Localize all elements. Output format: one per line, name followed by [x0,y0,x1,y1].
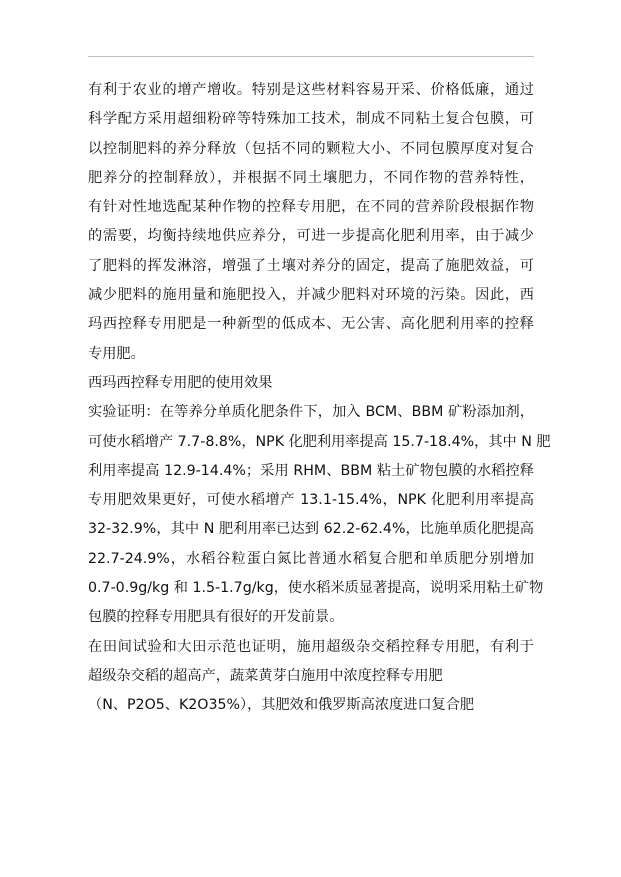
text-line: 有利于农业的增产增收。特别是这些材料容易开采、价格低廉，通过 [88,82,534,98]
text-line: 可使水稻增产 7.7-8.8%，NPK 化肥利用率提高 15.7-18.4%，其中 N 肥 [88,433,551,450]
text-line: 肥养分的控制释放），并根据不同土壤肥力，不同作物的营养特性， [88,169,534,186]
text-line: 实验证明：在等养分单质化肥条件下，加入 BCM、BBM 矿粉添加剂， [88,404,534,421]
text-line: 以控制肥料的养分释放（包括不同的颗粒大小、不同包膜厚度对复合 [88,140,534,157]
text-line: （N、P2O5、K2O35%），其肥效和俄罗斯高浓度进口复合肥 [88,697,475,714]
text-line: 了肥料的挥发淋溶，增强了土壤对养分的固定，提高了施肥效益，可 [88,257,534,274]
text-line: 专用肥效果更好，可使水稻增产 13.1-15.4%，NPK 化肥利用率提高 [88,492,534,509]
text-line: 有针对性地选配某种作物的控释专用肥，在不同的营养阶段根据作物 [88,199,534,216]
text-line: 专用肥。 [88,345,145,362]
paragraph-3 [88,398,551,632]
document-body [88,76,551,721]
text-line: 超级杂交稻的超高产，蔬菜黄芽白施用中浓度控释专用肥 [88,667,443,684]
text-line: 的需要，均衡持续地供应养分，可进一步提高化肥利用率，由于减少 [88,228,534,245]
section-heading [88,369,534,398]
header-rule [88,56,534,57]
text-line: 减少肥料的施用量和施肥投入，并减少肥料对环境的污染。因此，西 [88,287,534,304]
text-line: 利用率提高 12.9-14.4%；采用 RHM、BBM 粘土矿物包膜的水稻控释 [88,462,534,479]
heading-line: 西玛西控释专用肥的使用效果 [88,374,273,391]
text-line: 0.7-0.9g/kg 和 1.5-1.7g/kg，使水稻米质显著提高，说明采用粘土矿物 [88,580,544,597]
paragraph-1 [88,76,534,369]
text-line: 在田间试验和大田示范也证明，施用超级杂交稻控释专用肥，有利于 [88,638,534,655]
paragraph-4 [88,633,534,721]
text-line: 科学配方采用超细粉碎等特殊加工技术，制成不同粘土复合包膜，可 [88,111,534,128]
text-line: 32-32.9%，其中 N 肥利用率已达到 62.2-62.4%，比施单质化肥提高 [88,521,534,538]
text-line: 22.7-24.9%，水稻谷粒蛋白氮比普通水稻复合肥和单质肥分别增加 [88,550,534,567]
text-line: 玛西控释专用肥是一种新型的低成本、无公害、高化肥利用率的控释 [88,316,534,333]
text-line: 包膜的控释专用肥具有很好的开发前景。 [88,609,344,626]
